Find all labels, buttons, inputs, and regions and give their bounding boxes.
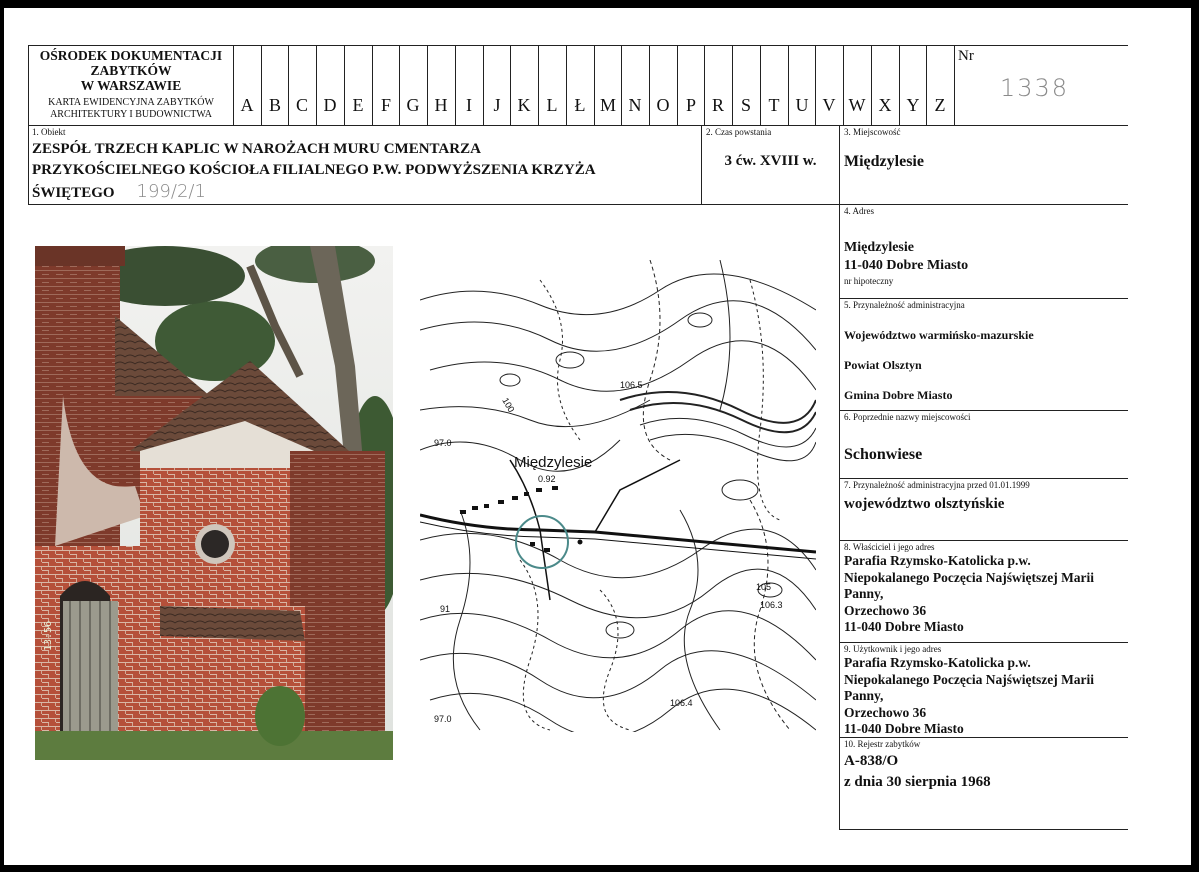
index-letter: S	[740, 95, 751, 115]
spot-height: 97.0	[434, 714, 452, 724]
index-letter: D	[323, 95, 337, 115]
rule	[28, 45, 29, 205]
uzytkownik-label: 9. Użytkownik i jego adres	[844, 644, 942, 654]
spot-height: 106.3	[760, 600, 783, 610]
index-letter: O	[656, 95, 670, 115]
gmina: Gmina Dobre Miasto	[844, 388, 953, 402]
index-letter: J	[493, 95, 501, 115]
index-letter: T	[768, 95, 780, 115]
rule	[839, 410, 1128, 411]
index-letter: X	[878, 95, 892, 115]
rule	[839, 642, 1128, 643]
rule	[28, 45, 1128, 46]
index-letter: V	[822, 95, 836, 115]
nr-handwritten: 1338	[1000, 74, 1070, 102]
adres-label: 4. Adres	[844, 206, 874, 216]
rule	[28, 125, 1128, 126]
poprzednie-label: 6. Poprzednie nazwy miejscowości	[844, 412, 971, 422]
index-letter: R	[711, 95, 724, 115]
uzytkownik-value: Parafia Rzymsko-Katolicka p.w. Niepokalanego Poczęcia Najświętszej Marii Panny, Orzechowo 36 11-040 Dobre Miasto	[844, 655, 1095, 736]
nr-label: Nr	[958, 48, 974, 64]
photo-timestamp: 13:56	[43, 620, 54, 651]
spot-height: 97.0	[434, 438, 452, 448]
powiat: Powiat Olsztyn	[844, 358, 922, 372]
wojewodztwo: Województwo warmińsko-mazurskie	[844, 328, 1034, 342]
wlasciciel-value: Parafia Rzymsko-Katolicka p.w. Niepokalanego Poczęcia Najświętszej Marii Panny, Orzechowo 36 11-040 Dobre Miasto	[844, 553, 1095, 634]
przynaleznosc-label: 5. Przynależność administracyjna	[844, 300, 965, 310]
index-letter: M	[599, 95, 616, 115]
spot-height: 100	[500, 396, 517, 415]
card-type: KARTA EWIDENCYJNA ZABYTKÓW ARCHITEKTURY I BUDOWNICTWA	[48, 97, 214, 120]
spot-height: 106.4	[670, 698, 693, 708]
wlasciciel-label: 8. Właściciel i jego adres	[844, 542, 935, 552]
rule	[839, 540, 1128, 541]
index-letter: L	[546, 95, 558, 115]
rule	[839, 204, 1128, 205]
obiekt-value: ZESPÓŁ TRZECH KAPLIC W NAROŻACH MURU CMENTARZA PRZYKOŚCIELNEGO KOŚCIOŁA FILIALNEGO P.W. PODWYŻSZENIA KRZYŻA ŚWIĘTEGO 199/2/1	[32, 141, 596, 202]
miejscowosc-value: Międzylesie	[844, 153, 924, 170]
rule	[839, 737, 1128, 738]
topographic-map	[420, 260, 816, 732]
poprzednie-value: Schonwiese	[844, 446, 923, 463]
przynaleznosc-old-label: 7. Przynależność administracyjna przed 01.01.1999	[844, 480, 1030, 490]
index-letter: H	[434, 95, 448, 115]
rule	[839, 298, 1128, 299]
spot-height: 91	[440, 604, 451, 614]
index-letter: B	[268, 95, 281, 115]
index-letter: I	[466, 95, 472, 115]
miejscowosc-label: 3. Miejscowość	[844, 127, 901, 137]
spot-height: 106.5	[620, 380, 643, 390]
index-letter: G	[406, 95, 420, 115]
obiekt-handwritten: 199/2/1	[136, 181, 206, 202]
index-letter: Y	[906, 95, 920, 115]
rule	[839, 478, 1128, 479]
index-letter: Ł	[574, 95, 586, 115]
spot-height: 0.92	[538, 474, 556, 484]
adres-hipoteczny: nr hipoteczny	[844, 276, 894, 286]
adres-value: Międzylesie 11-040 Dobre Miasto	[844, 240, 969, 273]
rejestr-value: A-838/O z dnia 30 sierpnia 1968	[844, 753, 991, 790]
przynaleznosc-old-value: województwo olsztyńskie	[844, 496, 1005, 512]
rule	[839, 829, 1128, 830]
index-letter: E	[352, 95, 364, 115]
index-letter: N	[628, 95, 642, 115]
czas-value: 3 ćw. XVIII w.	[724, 153, 817, 169]
rule	[28, 204, 839, 205]
index-letter: Z	[934, 95, 946, 115]
index-letter: W	[848, 95, 866, 115]
index-letter: P	[685, 95, 696, 115]
rule	[954, 45, 955, 125]
map-place-name: Międzylesie	[514, 454, 593, 471]
institution-name: OŚRODEK DOKUMENTACJI ZABYTKÓW W WARSZAWIE	[39, 48, 223, 93]
index-letter: U	[795, 95, 809, 115]
inventory-card	[4, 8, 1191, 865]
index-letter: C	[295, 95, 308, 115]
index-letter: K	[517, 95, 531, 115]
index-letter: F	[380, 95, 391, 115]
rejestr-label: 10. Rejestr zabytków	[844, 739, 921, 749]
index-letter: A	[240, 95, 254, 115]
obiekt-label: 1. Obiekt	[32, 127, 66, 137]
chapel-photo	[35, 246, 393, 760]
spot-height: 105	[756, 582, 772, 592]
czas-label: 2. Czas powstania	[706, 127, 772, 137]
